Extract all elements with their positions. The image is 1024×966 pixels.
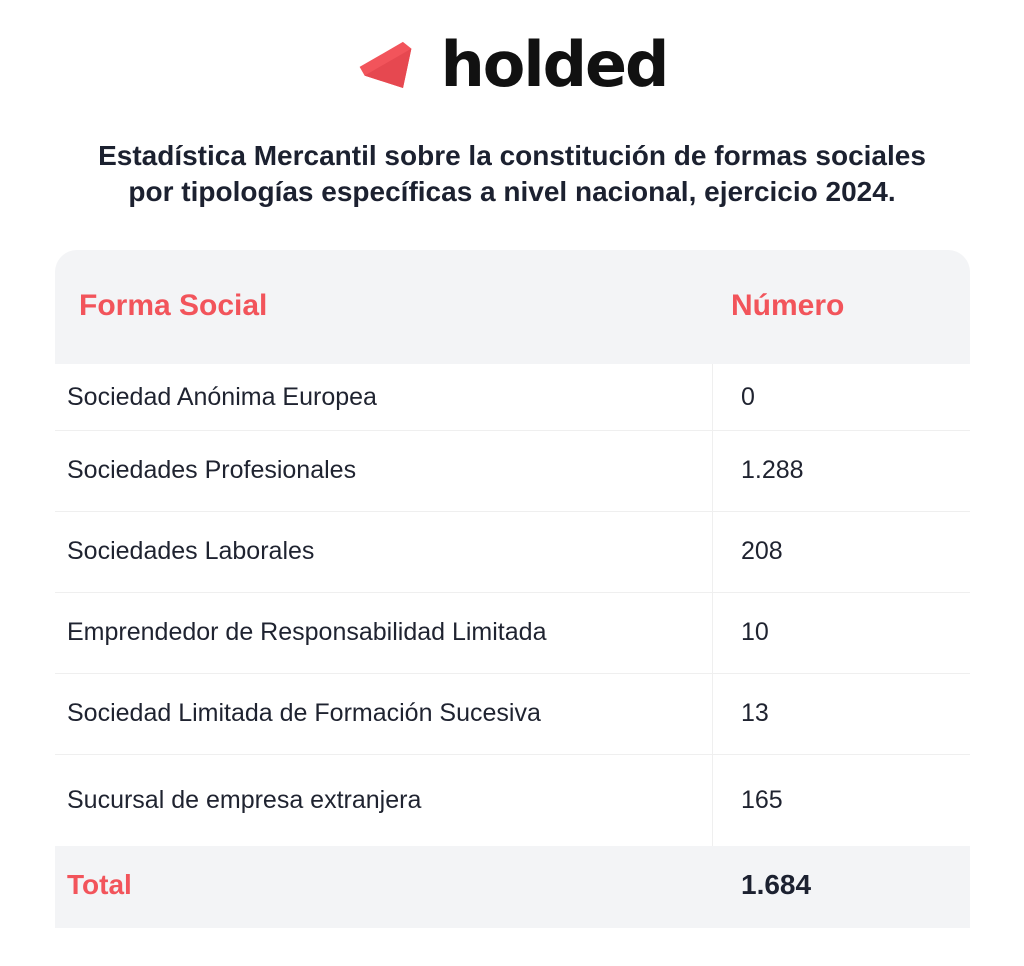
- header-forma-social: Forma Social: [79, 289, 268, 322]
- cell-numero: 13: [741, 699, 769, 727]
- cell-numero: 165: [741, 786, 783, 814]
- table-row: [55, 512, 970, 593]
- table-row: [55, 755, 970, 846]
- cell-numero: 10: [741, 618, 769, 646]
- holded-logo-icon: [357, 37, 427, 101]
- table-row: [55, 364, 970, 431]
- header-numero: Número: [731, 289, 845, 322]
- table-row: [55, 674, 970, 755]
- statistics-table: [55, 250, 970, 928]
- cell-numero: 0: [741, 383, 755, 411]
- cell-numero: 1.288: [741, 456, 804, 484]
- table-row: [55, 431, 970, 512]
- cell-forma: Sucursal de empresa extranjera: [67, 786, 422, 814]
- cell-forma: Sociedades Laborales: [67, 537, 315, 565]
- table-total-row: [55, 846, 970, 928]
- cell-forma: Sociedad Limitada de Formación Sucesiva: [67, 699, 541, 727]
- brand-logo: [0, 28, 1024, 102]
- table-header: [55, 250, 970, 364]
- total-value: 1.684: [741, 869, 812, 900]
- cell-forma: Emprendedor de Responsabilidad Limitada: [67, 618, 547, 646]
- table-row: [55, 593, 970, 674]
- cell-forma: Sociedad Anónima Europea: [67, 383, 377, 411]
- title-line-2: por tipologías específicas a nivel nacional, ejercicio 2024.: [128, 176, 896, 207]
- cell-forma: Sociedades Profesionales: [67, 456, 357, 484]
- brand-name: holded: [440, 28, 668, 101]
- title-line-1: Estadística Mercantil sobre la constitución de formas sociales: [98, 140, 926, 171]
- page-title: [0, 138, 1024, 210]
- total-label: Total: [67, 869, 132, 900]
- cell-numero: 208: [741, 537, 783, 565]
- column-divider: [712, 364, 713, 846]
